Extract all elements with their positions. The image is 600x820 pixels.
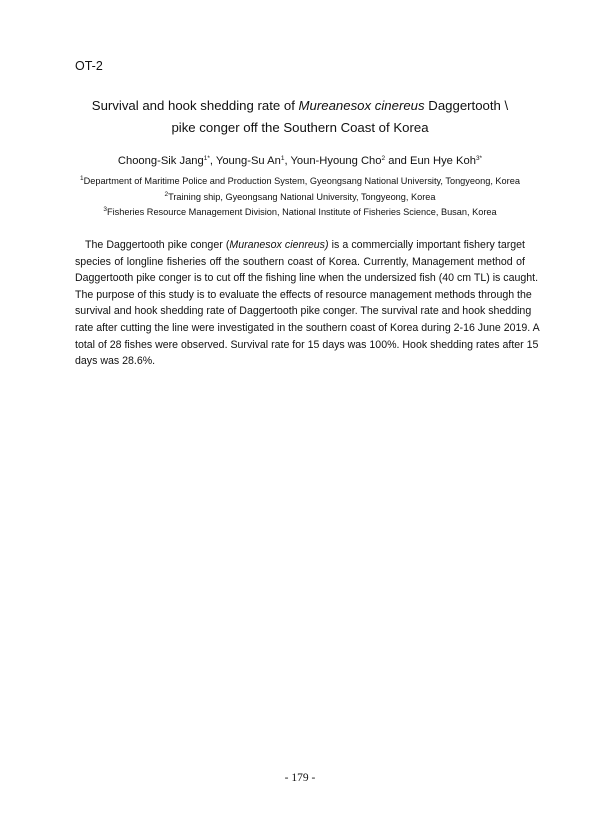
affiliation — [40, 174, 560, 190]
abstract-line: total of 28 fishes were observed. Survival rate for 15 days was 100%. Hook shedding rates after 15 — [75, 338, 539, 351]
page-number: - 179 - — [284, 772, 316, 784]
session-code: OT-2 — [75, 59, 103, 73]
title-line-1 — [60, 95, 540, 117]
affiliation-text: Fisheries Resource Management Division, National Institute of Fisheries Science, Busan, Korea — [106, 207, 497, 217]
title-species: Mureanesox cinereus — [298, 98, 425, 113]
affiliation-mark: 1 — [80, 175, 84, 182]
author-separator: , — [209, 155, 216, 167]
title-text: Daggertooth \ — [424, 98, 509, 113]
author-affiliation-mark: 2 — [381, 155, 386, 162]
author-name: Eun Hye Koh — [410, 155, 476, 167]
abstract-line: Daggertooth pike conger is to cut off the fishing line when the undersized fish (40 cm TL) is caught. — [75, 272, 539, 285]
title-text: Survival and hook shedding rate of — [91, 98, 299, 113]
author-affiliation-mark: 3* — [475, 155, 483, 162]
abstract-line: rate after cutting the line were investigated in the southern coast of Korea during 2-16 June 2019. A — [75, 321, 540, 334]
abstract-body — [75, 237, 540, 370]
abstract-species: Muranesox cienreus) — [229, 239, 329, 251]
author-list — [60, 154, 540, 168]
affiliation-text: Training ship, Gyeongsang National University, Tongyeong, Korea — [168, 191, 436, 202]
affiliation-mark: 2 — [164, 190, 169, 198]
affiliation — [40, 205, 560, 221]
abstract-line: days was 28.6%. — [75, 355, 156, 368]
affiliation-list — [40, 174, 560, 221]
author-name: Young-Su An — [215, 155, 281, 167]
abstract-text: The Daggertooth pike conger ( — [85, 239, 230, 251]
abstract-line — [75, 237, 525, 254]
title-line-2: pike conger off the Southern Coast of Korea — [171, 120, 429, 135]
abstract-text: is a commercially important fishery target — [328, 239, 525, 251]
author-name: Youn-Hyoung Cho — [290, 155, 382, 167]
author-affiliation-mark: 1* — [203, 155, 210, 162]
abstract-line: survival and hook shedding rate of Daggertooth pike conger. The survival rate and hook shedding — [75, 305, 532, 318]
author-name: Choong-Sik Jang — [117, 155, 204, 167]
affiliation-mark: 3 — [103, 206, 107, 213]
abstract-line: species of longline fisheries off the southern coast of Korea. Currently, Management method of — [75, 255, 525, 268]
author-separator: and — [385, 155, 410, 167]
author-affiliation-mark: 1 — [280, 155, 285, 162]
affiliation-text: Department of Maritime Police and Production System, Gyeongsang National University, Tongyeong, Korea — [83, 176, 520, 186]
affiliation — [40, 190, 560, 206]
author-separator: , — [284, 155, 291, 167]
paper-title — [60, 95, 540, 139]
abstract-line: The purpose of this study is to evaluate the effects of resource management methods through the — [75, 288, 532, 301]
